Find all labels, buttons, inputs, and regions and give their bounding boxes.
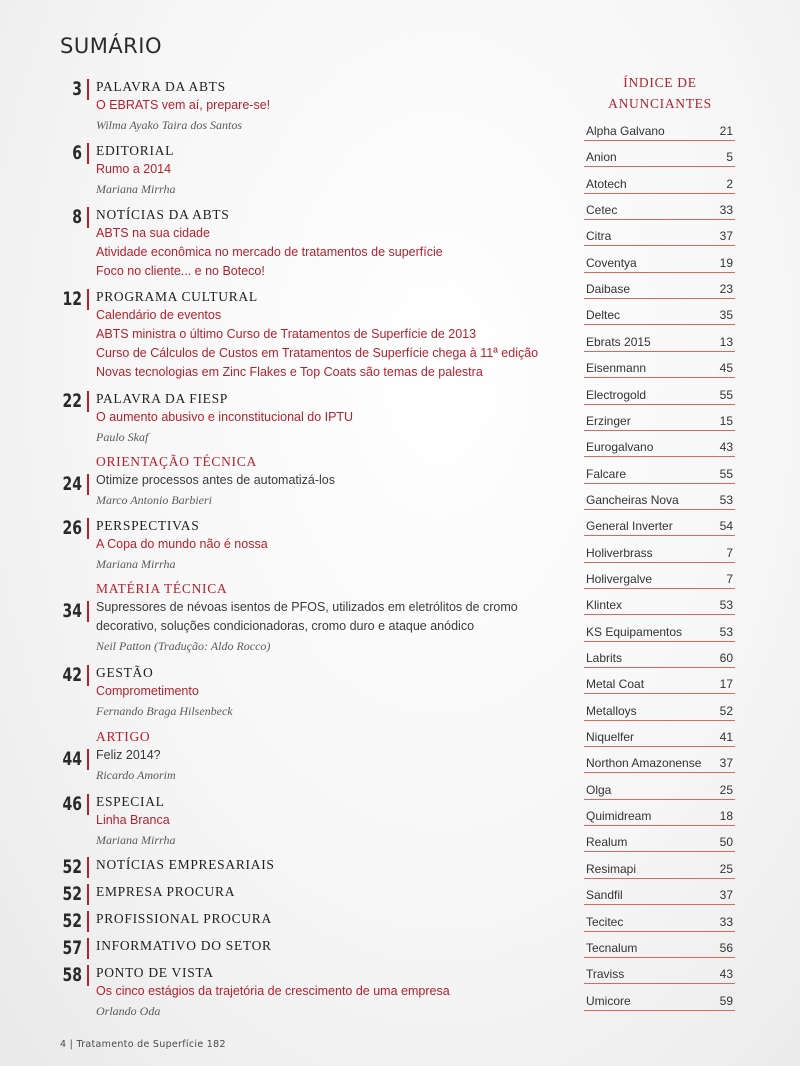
advertiser-page: 7 (726, 545, 733, 560)
toc-section-heading: GESTÃO (96, 665, 154, 680)
advertiser-row[interactable] (584, 490, 735, 510)
advertiser-row[interactable] (584, 464, 735, 484)
toc-author: Mariana Mirrha (96, 182, 176, 196)
toc-divider-bar (87, 289, 89, 310)
advertiser-name: Anion (586, 150, 617, 165)
advertiser-name: Deltec (586, 308, 621, 323)
toc-section-heading: EDITORIAL (96, 143, 175, 158)
advertiser-row[interactable] (584, 938, 735, 958)
advertiser-row[interactable] (584, 912, 735, 932)
advertiser-row[interactable] (584, 622, 735, 642)
toc-author: Paulo Skaf (96, 430, 149, 444)
advertiser-row[interactable] (584, 332, 735, 352)
advertiser-row[interactable] (584, 780, 735, 800)
toc-section-heading: PROFISSIONAL PROCURA (96, 911, 272, 926)
advertiser-row[interactable] (584, 226, 735, 246)
advertiser-row[interactable] (584, 253, 735, 273)
advertiser-name: Tecitec (586, 914, 624, 929)
toc-content (96, 728, 566, 784)
toc-divider-bar (87, 911, 89, 932)
toc-content (96, 517, 566, 573)
toc-article-title[interactable]: O EBRATS vem aí, prepare-se! (96, 98, 271, 112)
advertiser-name: Atotech (586, 176, 627, 191)
advertiser-page: 56 (719, 940, 733, 955)
toc-section-heading: PONTO DE VISTA (96, 965, 214, 980)
advertiser-row[interactable] (584, 885, 735, 905)
advertiser-page: 60 (719, 651, 733, 665)
toc-page-number: 34 (62, 600, 82, 622)
advertiser-page: 45 (719, 361, 733, 376)
advertiser-row[interactable] (584, 279, 735, 299)
advertiser-page: 13 (719, 334, 733, 349)
toc-content (96, 883, 566, 901)
toc-divider-bar (87, 391, 89, 412)
advertiser-page: 53 (719, 624, 733, 639)
toc-article-title[interactable]: Os cinco estágios da trajetória de crescimento de uma empresa (96, 984, 450, 998)
toc-divider-bar (87, 749, 89, 770)
toc-section-heading: NOTÍCIAS DA ABTS (96, 207, 230, 222)
toc-section-heading: PERSPECTIVAS (96, 518, 200, 533)
toc-section-heading: INFORMATIVO DO SETOR (96, 938, 272, 953)
toc-section-heading: EMPRESA PROCURA (96, 884, 236, 899)
advertiser-name: Labrits (586, 651, 623, 665)
advertiser-name: Tecnalum (586, 940, 638, 955)
advertiser-page: 25 (719, 782, 733, 797)
toc-content (96, 910, 566, 928)
advertiser-row[interactable] (584, 806, 735, 826)
advertiser-name: Niquelfer (586, 730, 635, 745)
advertiser-page: 2 (726, 176, 733, 191)
advertiser-row[interactable] (584, 991, 735, 1011)
advertiser-row[interactable] (584, 727, 735, 747)
toc-article-title[interactable]: Rumo a 2014 (96, 162, 172, 176)
toc-page-number: 46 (62, 793, 82, 815)
toc-page-number: 52 (62, 910, 82, 932)
advertiser-page: 41 (719, 730, 733, 745)
advertiser-name: Umicore (586, 993, 631, 1008)
toc-page-number: 26 (62, 517, 82, 539)
advertiser-page: 37 (719, 229, 733, 244)
toc-content (96, 856, 566, 874)
advertiser-name: Metalloys (586, 703, 637, 718)
toc-content (96, 664, 566, 720)
toc-author: Fernando Braga Hilsenbeck (96, 704, 233, 718)
advertiser-row[interactable] (584, 859, 735, 879)
advertiser-page: 18 (719, 809, 733, 824)
advertiser-page: 59 (719, 993, 733, 1008)
advertiser-page: 15 (719, 413, 733, 428)
toc-section-heading: ARTIGO (96, 729, 151, 744)
toc-article-title[interactable]: Novas tecnologias em Zinc Flakes e Top Coats são temas de palestra (96, 365, 483, 379)
toc-author: Neil Patton (Tradução: Aldo Rocco) (96, 639, 271, 653)
advertiser-page: 35 (719, 308, 733, 323)
advertiser-page: 17 (719, 677, 733, 692)
advertiser-row[interactable] (584, 305, 735, 325)
toc-page-number: 3 (72, 78, 82, 100)
toc-article-title[interactable]: A Copa do mundo não é nossa (96, 537, 268, 551)
toc-divider-bar (87, 938, 89, 959)
advertiser-name: Eisenmann (586, 361, 647, 376)
toc-divider-bar (87, 857, 89, 878)
toc-content (96, 793, 566, 849)
toc-section-heading: ESPECIAL (96, 794, 165, 809)
toc-article-title[interactable]: Atividade econômica no mercado de tratamentos de superfície (96, 245, 443, 259)
advertiser-page: 53 (719, 598, 733, 613)
toc-article-title[interactable]: Foco no cliente... e no Boteco! (96, 264, 265, 278)
advertiser-row[interactable] (584, 174, 735, 194)
toc-divider-bar (87, 884, 89, 905)
advertiser-page: 33 (719, 914, 733, 929)
advertiser-name: Olga (586, 782, 612, 797)
advertiser-page: 53 (719, 492, 733, 507)
toc-divider-bar (87, 794, 89, 815)
advertiser-name: Traviss (586, 967, 625, 982)
toc-section-heading: ORIENTAÇÃO TÉCNICA (96, 454, 257, 469)
advertiser-row[interactable] (584, 411, 735, 431)
toc-content (96, 964, 566, 1020)
advertiser-row[interactable] (584, 358, 735, 378)
toc-divider-bar (87, 518, 89, 539)
toc-section-heading: PALAVRA DA FIESP (96, 391, 229, 406)
advertiser-page: 43 (719, 440, 733, 455)
advertiser-name: Gancheiras Nova (586, 492, 679, 507)
toc-content (96, 937, 566, 955)
toc-section-heading: NOTÍCIAS EMPRESARIAIS (96, 857, 275, 872)
toc-article-title[interactable]: O aumento abusivo e inconstitucional do IPTU (96, 410, 354, 424)
advertiser-name: Coventya (586, 255, 637, 270)
toc-content (96, 206, 566, 281)
advertiser-page: 55 (719, 387, 733, 402)
toc-page-number: 22 (62, 390, 82, 412)
advertiser-page: 55 (719, 466, 733, 481)
toc-page-number: 42 (62, 664, 82, 686)
advertiser-page: 7 (726, 571, 733, 586)
toc-divider-bar (87, 207, 89, 228)
advertiser-row[interactable] (584, 674, 735, 694)
toc-author: Marco Antonio Barbieri (96, 493, 212, 507)
toc-page-number: 52 (62, 883, 82, 905)
advertiser-page: 43 (719, 967, 733, 982)
toc-page-number: 6 (72, 142, 82, 164)
advertiser-name: Resimapi (586, 861, 637, 876)
advertiser-name: Metal Coat (586, 677, 645, 692)
advertiser-name: Northon Amazonense (586, 756, 702, 771)
toc-article-title[interactable]: Linha Branca (96, 813, 170, 827)
toc-content (96, 288, 566, 382)
advertiser-row[interactable] (584, 200, 735, 220)
advertiser-page: 52 (719, 703, 733, 718)
index-title-line1: ÍNDICE DE (623, 75, 697, 90)
advertiser-page: 5 (726, 150, 733, 165)
advertiser-page: 37 (719, 756, 733, 771)
toc-page-number: 12 (62, 288, 82, 310)
advertiser-page: 21 (719, 124, 733, 138)
advertiser-row[interactable] (584, 595, 735, 615)
toc-article-title[interactable]: Otimize processos antes de automatizá-los (96, 473, 335, 487)
toc-page-number: 58 (62, 964, 82, 986)
toc-article-title[interactable]: Calendário de eventos (96, 308, 222, 322)
toc-divider-bar (87, 601, 89, 622)
advertiser-row[interactable] (584, 437, 735, 457)
toc-divider-bar (87, 474, 89, 495)
toc-author: Orlando Oda (96, 1004, 161, 1018)
toc-section-heading: PALAVRA DA ABTS (96, 79, 226, 94)
toc-author: Ricardo Amorim (96, 768, 176, 782)
toc-section-heading: PROGRAMA CULTURAL (96, 289, 258, 304)
advertiser-name: Realum (586, 835, 628, 850)
advertiser-row[interactable] (584, 516, 735, 536)
toc-article-title[interactable]: ABTS ministra o último Curso de Tratamentos de Superfície de 2013 (96, 327, 477, 341)
advertiser-row[interactable] (584, 832, 735, 852)
toc-content (96, 580, 566, 655)
toc-content (96, 142, 566, 198)
advertiser-row[interactable] (584, 147, 735, 167)
advertiser-name: Holivergalve (586, 571, 653, 586)
toc-article-title[interactable]: ABTS na sua cidade (96, 226, 210, 240)
toc-author: Mariana Mirrha (96, 833, 176, 847)
toc-page-number: 8 (72, 206, 82, 228)
advertiser-row[interactable] (584, 121, 735, 141)
toc-divider-bar (87, 965, 89, 986)
advertiser-row[interactable] (584, 753, 735, 773)
advertiser-page: 50 (719, 835, 733, 850)
advertiser-name: Citra (586, 229, 612, 244)
toc-divider-bar (87, 665, 89, 686)
advertiser-page: 54 (719, 519, 733, 534)
advertiser-row[interactable] (584, 543, 735, 563)
toc-content (96, 390, 566, 446)
toc-article-title[interactable]: Supressores de névoas isentos de PFOS, utilizados em eletrólitos de cromo (96, 600, 518, 614)
advertiser-page: 23 (719, 282, 733, 297)
toc-divider-bar (87, 79, 89, 100)
advertiser-row[interactable] (584, 648, 735, 668)
advertiser-name: Ebrats 2015 (586, 334, 651, 349)
advertiser-page: 33 (719, 203, 733, 218)
advertiser-name: Sandfil (586, 888, 623, 903)
toc-divider-bar (87, 143, 89, 164)
toc-page-number: 52 (62, 856, 82, 878)
advertiser-name: Electrogold (586, 387, 647, 402)
advertiser-name: Holiverbrass (586, 545, 653, 560)
advertiser-name: Cetec (586, 203, 618, 218)
toc-author: Mariana Mirrha (96, 557, 176, 571)
toc-section-heading: MATÉRIA TÉCNICA (96, 581, 228, 596)
advertiser-name: Klintex (586, 598, 623, 613)
advertiser-row[interactable] (584, 385, 735, 405)
advertiser-page: 25 (719, 861, 733, 876)
advertiser-name: General Inverter (586, 519, 673, 534)
page-footer: 4 | Tratamento de Superfície 182 (60, 1039, 226, 1050)
toc-article-title[interactable]: decorativo, soluções condicionadoras, cromo duro e ataque anódico (96, 619, 475, 633)
toc-article-title[interactable]: Curso de Cálculos de Custos em Tratamentos de Superfície chega à 11ª edição (96, 346, 539, 360)
advertiser-row[interactable] (584, 569, 735, 589)
toc-page-number: 44 (62, 748, 82, 770)
advertiser-name: Eurogalvano (586, 440, 654, 455)
advertiser-page: 19 (719, 255, 733, 270)
advertiser-page: 37 (719, 888, 733, 903)
toc-article-title[interactable]: Feliz 2014? (96, 748, 161, 762)
advertiser-name: Quimidream (586, 809, 652, 824)
toc-content (96, 453, 566, 509)
advertiser-row[interactable] (584, 701, 735, 721)
advertiser-name: Alpha Galvano (586, 124, 665, 138)
advertiser-row[interactable] (584, 964, 735, 984)
advertiser-name: Daibase (586, 282, 631, 297)
toc-author: Wilma Ayako Taira dos Santos (96, 118, 243, 132)
page-title: SUMÁRIO (60, 34, 162, 58)
toc-page-number: 24 (62, 473, 82, 495)
advertiser-name: KS Equipamentos (586, 624, 683, 639)
advertiser-name: Erzinger (586, 413, 631, 428)
toc-page-number: 57 (62, 937, 82, 959)
toc-article-title[interactable]: Comprometimento (96, 684, 199, 698)
index-title-line2: ANUNCIANTES (608, 96, 712, 111)
toc-content (96, 78, 566, 134)
advertiser-name: Falcare (586, 466, 627, 481)
